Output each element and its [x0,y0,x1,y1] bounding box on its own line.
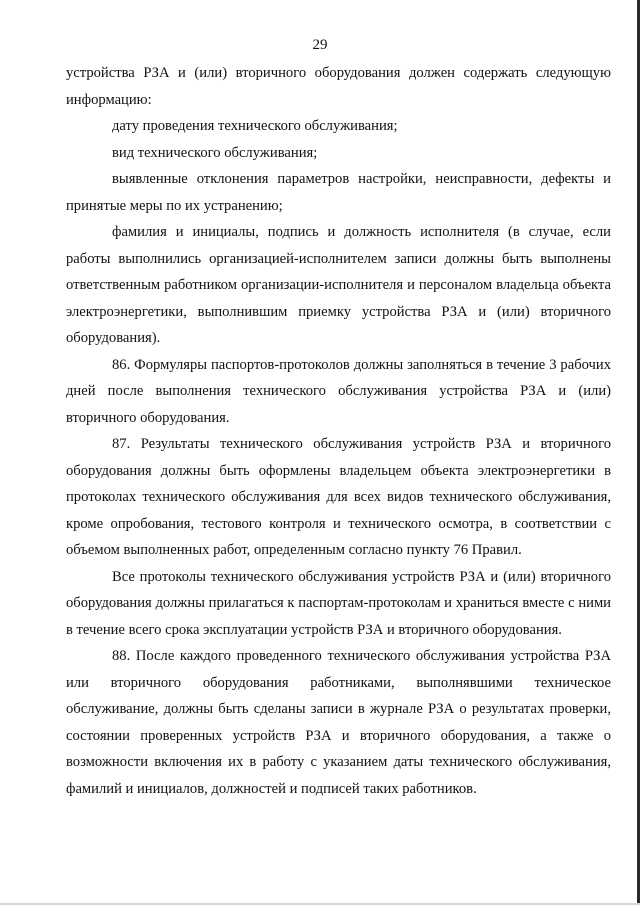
page-number: 29 [312,37,328,53]
list-item-maintenance-date: дату проведения технического обслуживания; [112,118,398,134]
paragraph-86: 86. Формуляры паспортов-протоколов должны заполняться в течение 3 рабочих дней после выполнения технического обслуживания устройства РЗА и (или) вторичного оборудования. [66,356,611,426]
list-item-deviations: выявленные отклонения параметров настройки, неисправности, дефекты и принятые меры по их устранению; [66,171,611,214]
paragraph-continuation: устройства РЗА и (или) вторичного оборудования должен содержать следующую информацию: [66,65,611,108]
paragraph-87-protocols: Все протоколы технического обслуживания устройств РЗА и (или) вторичного оборудования должны прилагаться к паспортам-протоколам и храниться вместе с ними в течение всего срока эксплуатации устройств РЗА и вторичного оборудования. [66,568,611,638]
list-item-executor: фамилия и инициалы, подпись и должность исполнителя (в случае, если работы выполнились организацией-исполнителем записи должны быть выполнены ответственным работником организации-исполнителя и персоналом владельца объекта электроэнергетики, выполнившим приемку устройства РЗА и (или) вторичного оборудования). [66,224,611,346]
document-body [66,60,611,802]
list-item-maintenance-type: вид технического обслуживания; [112,144,318,161]
paragraph-87: 87. Результаты технического обслуживания устройств РЗА и вторичного оборудования должны быть оформлены владельцем объекта электроэнергетики в протоколах технического обслуживания для всех видов технического обслуживания, кроме опробования, тестового контроля и технического осмотра, в соответствии с объемом выполненных работ, определенным согласно пункту 76 Правил. [66,436,611,558]
paragraph-88: 88. После каждого проведенного технического обслуживания устройства РЗА или вторичного оборудования работниками, выполнявшими техническое обслуживание, должны быть сделаны записи в журнале РЗА о результатах проверки, состоянии проверенных устройств РЗА и вторичного оборудования, а также о возможности включения их в работу с указанием даты технического обслуживания, фамилий и инициалов, должностей и подписей таких работников. [66,648,611,797]
